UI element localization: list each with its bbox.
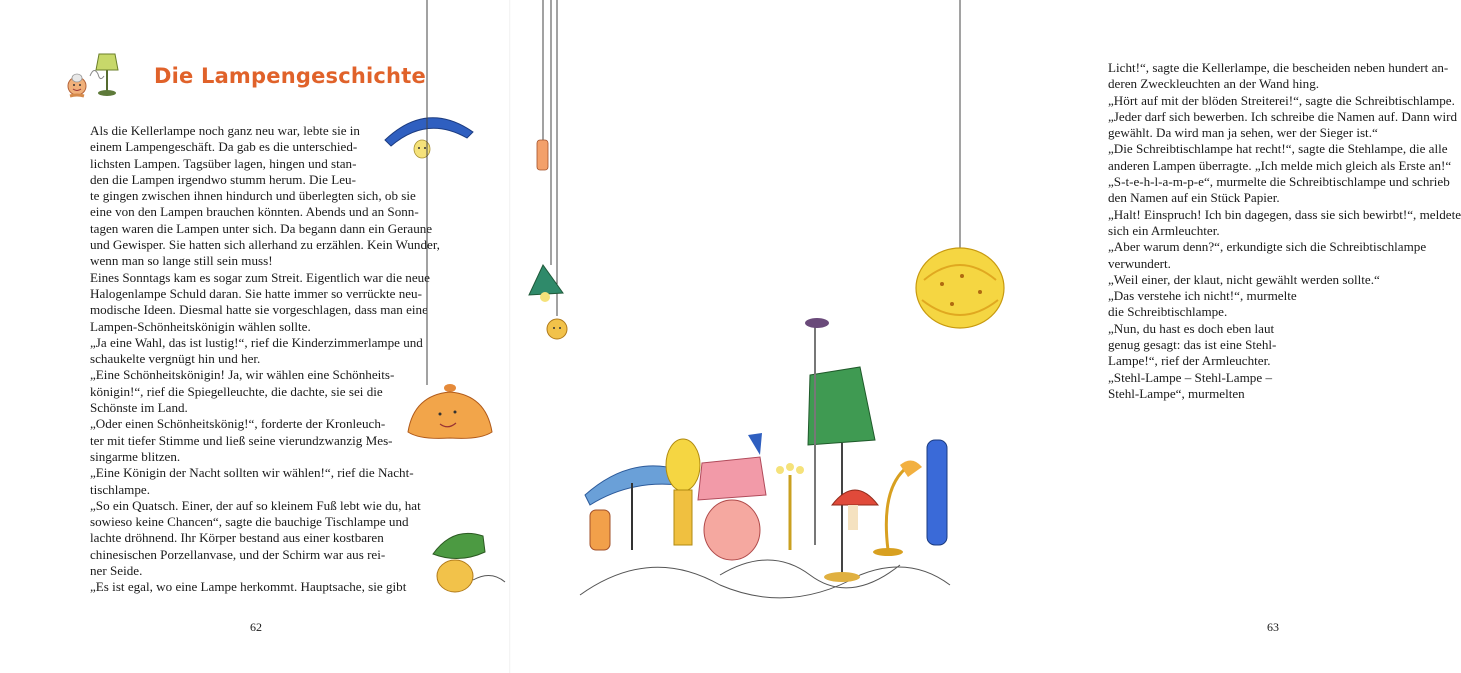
text-line: deren Zweckleuchten an der Wand hing. xyxy=(1108,76,1320,92)
text-line: „So ein Quatsch. Einer, der auf so kleinem Fuß lebt wie du, hat xyxy=(90,497,421,513)
page-number-right: 63 xyxy=(1267,620,1279,634)
chapter-title: Die Lampengeschichte xyxy=(154,64,426,88)
text-line: lachte dröhnend. Ihr Körper bestand aus einer kostbaren xyxy=(90,530,384,546)
text-line: modische Ideen. Diesmal hatte sie vorgeschlagen, dass man eine xyxy=(90,302,428,318)
text-line: Eines Sonntags kam es sogar zum Streit. Eigentlich war die neue xyxy=(90,269,430,285)
text-line: Lampe!“, rief der Armleuchter. xyxy=(1108,353,1271,369)
text-line: ner Seide. xyxy=(90,563,143,579)
text-line: „Aber warum denn?“, erkundigte sich die Schreibtischlampe xyxy=(1108,239,1427,255)
text-line: „Oder einen Schönheitskönig!“, forderte der Kronleuch- xyxy=(90,416,386,432)
text-line: „S-t-e-h-l-a-m-p-e“, murmelte die Schreibtischlampe und schrieb xyxy=(1108,174,1450,190)
text-line: „Ja eine Wahl, das ist lustig!“, rief die Kinderzimmerlampe und xyxy=(90,334,423,350)
text-line: Licht!“, sagte die Kellerlampe, die bescheiden neben hundert an- xyxy=(1108,60,1449,75)
text-line: „Nun, du hast es doch eben laut xyxy=(1108,320,1275,336)
text-line: „Eine Schönheitskönigin! Ja, wir wählen eine Schönheits- xyxy=(90,367,395,383)
text-line: und Gewisper. Sie hatten sich allerhand zu erzählen. Kein Wunder, xyxy=(90,237,440,253)
text-line: Stehl-Lampe“, murmelten xyxy=(1108,385,1245,401)
text-line: sowieso keine Chancen“, sagte die bauchige Tischlampe und xyxy=(90,514,409,530)
text-line: „Stehl-Lampe – Stehl-Lampe – xyxy=(1108,369,1272,385)
left-body-text xyxy=(90,123,440,596)
hanging-orange-lamp-illustration xyxy=(400,0,500,445)
text-line: „Hört auf mit der blöden Streiterei!“, sagte die Schreibtischlampe. xyxy=(1108,92,1455,108)
text-line: genug gesagt: das ist eine Stehl- xyxy=(1108,337,1277,353)
hanging-chandelier-illustration xyxy=(902,0,1012,340)
text-line: sich ein Armleuchter. xyxy=(1108,222,1220,238)
text-line: tagen waren die Lampen unter sich. Da begann dann ein Geraune xyxy=(90,220,433,236)
text-line: wenn man so lange still sein muss! xyxy=(90,253,273,269)
text-line: Lampen-Schönheitskönigin wählen sollte. xyxy=(90,318,311,334)
text-line: den Namen auf ein Stück Papier. xyxy=(1108,190,1280,206)
text-line: tischlampe. xyxy=(90,481,150,497)
hanging-bulbs-illustration xyxy=(515,0,595,350)
text-line: chinesischen Porzellanvase, und der Schirm war aus rei- xyxy=(90,546,386,562)
text-line: eine von den Lampen brauchen könnten. Abends und an Sonn- xyxy=(90,204,419,220)
lamp-group-illustration xyxy=(570,305,1010,615)
text-line: „Das verstehe ich nicht!“, murmelte xyxy=(1108,288,1297,304)
page-number-left: 62 xyxy=(250,620,262,634)
text-line: königin!“, rief die Spiegelleuchte, die dachte, sie sei die xyxy=(90,383,383,399)
text-line: Halogenlampe Schuld daran. Sie hatte immer so verrückte neu- xyxy=(90,285,422,301)
text-line: den die Lampen irgendwo stumm herum. Die Leu- xyxy=(90,171,356,187)
title-lamp-illustration xyxy=(60,46,130,102)
text-line: te gingen zwischen ihnen hindurch und überlegten sich, ob sie xyxy=(90,188,416,204)
right-page xyxy=(510,0,1461,673)
text-line: schaukelte vergnügt hin und her. xyxy=(90,351,261,367)
text-line: „Jeder darf sich bewerben. Ich schreibe die Namen auf. Dann wird xyxy=(1108,108,1458,124)
text-line: anderen Lampen überragte. „Ich melde mich gleich als Erste an!“ xyxy=(1108,157,1452,173)
text-line: ter mit tiefer Stimme und ließ seine vierundzwanzig Mes- xyxy=(90,432,393,448)
text-line: die Schreibtischlampe. xyxy=(1108,304,1228,320)
text-line: „Eine Königin der Nacht sollten wir wählen!“, rief die Nacht- xyxy=(90,465,414,481)
text-line: lichsten Lampen. Tagsüber lagen, hingen und stan- xyxy=(90,155,357,171)
left-page xyxy=(0,0,510,673)
right-body-text xyxy=(1108,60,1461,402)
text-line: „Weil einer, der klaut, nicht gewählt werden sollte.“ xyxy=(1108,271,1380,287)
text-line: singarme blitzen. xyxy=(90,448,181,464)
text-line: „Die Schreibtischlampe hat recht!“, sagte die Stehlampe, die alle xyxy=(1108,141,1448,157)
text-line: verwundert. xyxy=(1108,255,1171,271)
text-line: Als die Kellerlampe noch ganz neu war, lebte sie in xyxy=(90,123,360,138)
text-line: „Es ist egal, wo eine Lampe herkommt. Hauptsache, sie gibt xyxy=(90,579,407,595)
text-line: einem Lampengeschäft. Da gab es die unterschied- xyxy=(90,139,358,155)
text-line: gewählt. Da wird man ja sehen, wer der Sieger ist.“ xyxy=(1108,125,1378,141)
text-line: „Halt! Einspruch! Ich bin dagegen, dass sie sich bewirbt!“, meldete xyxy=(1108,206,1461,222)
green-table-lamp-illustration xyxy=(425,520,515,610)
text-line: Schönste im Land. xyxy=(90,400,188,416)
